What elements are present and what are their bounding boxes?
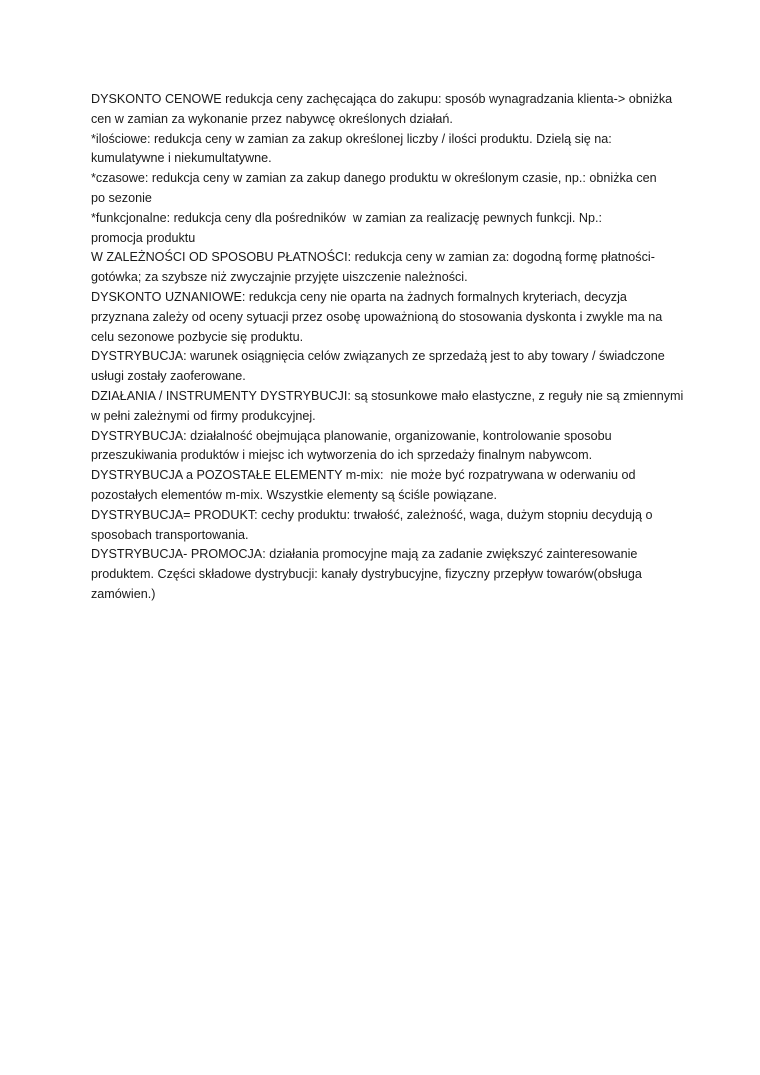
document-text <box>91 90 684 605</box>
text-line: DYSTRYBUCJA a POZOSTAŁE ELEMENTY m-mix: nie może być rozpatrywana w oderwaniu od <box>91 468 636 483</box>
text-line: DYSKONTO UZNANIOWE: redukcja ceny nie oparta na żadnych formalnych kryteriach, decyzja <box>91 289 627 304</box>
text-line: DYSTRYBUCJA: warunek osiągnięcia celów związanych ze sprzedażą jest to aby towary / świadczone <box>91 349 665 364</box>
text-line: pozostałych elementów m-mix. Wszystkie elementy są ściśle powiązane. <box>91 487 497 502</box>
text-line: DYSKONTO CENOWE redukcja ceny zachęcająca do zakupu: sposób wynagradzania klienta-> obniżka <box>91 92 673 106</box>
text-line: DYSTRYBUCJA= PRODUKT: cechy produktu: trwałość, zależność, waga, dużym stopniu decydują o <box>91 507 653 522</box>
text-line: *ilościowe: redukcja ceny w zamian za zakup określonej liczby / ilości produktu. Dzielą się na: <box>91 131 612 146</box>
text-line: produktem. Części składowe dystrybucji: kanały dystrybucyjne, fizyczny przepływ towarów(obsługa <box>91 567 642 582</box>
text-line: cen w zamian za wykonanie przez nabywcę określonych działań. <box>91 111 453 126</box>
text-line: usługi zostały zaoferowane. <box>91 369 246 384</box>
text-line: DYSTRYBUCJA- PROMOCJA: działania promocyjne mają za zadanie zwiększyć zainteresowanie <box>91 547 638 562</box>
text-line: *czasowe: redukcja ceny w zamian za zakup danego produktu w określonym czasie, np.: obniżka cen <box>91 171 657 186</box>
text-line: celu sezonowe pozbycie się produktu. <box>91 329 304 344</box>
text-line: *funkcjonalne: redukcja ceny dla pośredników w zamian za realizację pewnych funkcji. Np.: <box>91 210 603 225</box>
text-line: promocja produktu <box>91 230 196 245</box>
text-line: w pełni zależnymi od firmy produkcyjnej. <box>91 408 316 423</box>
text-line: DYSTRYBUCJA: działalność obejmująca planowanie, organizowanie, kontrolowanie sposobu <box>91 428 612 443</box>
text-line: zamówien.) <box>91 586 156 601</box>
text-line: przyznana zależy od oceny sytuacji przez osobę upoważnioną do stosowania dyskonta i zwykle ma na <box>91 309 663 324</box>
text-line: W ZALEŻNOŚCI OD SPOSOBU PŁATNOŚCI: redukcja ceny w zamian za: dogodną formę płatności- <box>91 250 655 265</box>
text-line: sposobach transportowania. <box>91 527 249 542</box>
text-line: kumulatywne i niekumultatywne. <box>91 151 272 166</box>
text-line: DZIAŁANIA / INSTRUMENTY DYSTRYBUCJI: są stosunkowe mało elastyczne, z reguły nie są zmiennymi <box>91 388 684 403</box>
text-line: po sezonie <box>91 190 152 205</box>
text-line: przeszukiwania produktów i miejsc ich wytworzenia do ich sprzedaży finalnym nabywcom. <box>91 448 593 463</box>
text-line: gotówka; za szybsze niż zwyczajnie przyjęte uiszczenie należności. <box>91 270 468 285</box>
